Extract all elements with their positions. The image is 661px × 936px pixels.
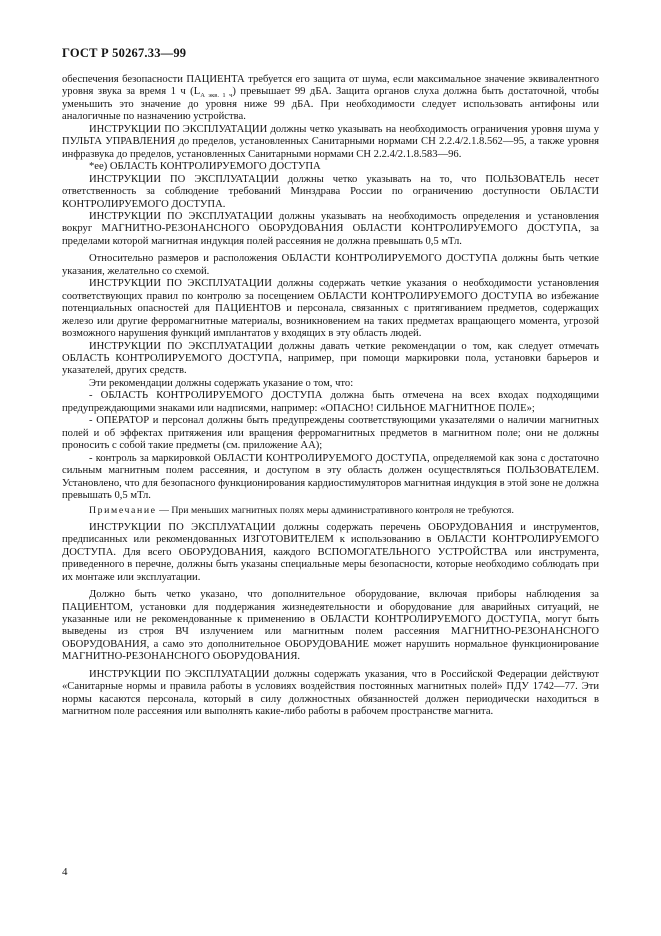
paragraph-area-marking: ИНСТРУКЦИИ ПО ЭКСПЛУАТАЦИИ должны давать четкие рекомендации о том, как следует отмечать ОБЛАСТЬ КОНТРОЛИРУЕМОГО ДОСТУПА, например, при помощи маркировки пола, установки барьеров и указателей, других средств.	[62, 340, 599, 377]
subscript-equivalent-level: А экв. 1 ч	[200, 92, 233, 100]
paragraph-noise-limits: ИНСТРУКЦИИ ПО ЭКСПЛУАТАЦИИ должны четко указывать на необходимость ограничения уровня шума у ПУЛЬТА УПРАВЛЕНИЯ до пределов, установленных Санитарными нормами СН 2.2.4/2.1.8.562—95, а также уровня инфразвука до пределов, установленных Санитарными нормами СН 2.2.4/2.1.8.583—96.	[62, 123, 599, 160]
list-item-warning-signs: - ОБЛАСТЬ КОНТРОЛИРУЕМОГО ДОСТУПА должна быть отмечена на всех входах подходящими предупреждающими знаками или надписями, например: «ОПАСНО! СИЛЬНОЕ МАГНИТНОЕ ПОЛЕ»;	[62, 390, 599, 414]
paragraph-equipment-list: ИНСТРУКЦИИ ПО ЭКСПЛУАТАЦИИ должны содержать перечень ОБОРУДОВАНИЯ и инструментов, предписанных или рекомендованных ИЗГОТОВИТЕЛЕМ к использованию в ОБЛАСТИ КОНТРОЛИРУЕМОГО ДОСТУПА. Для всего ОБОРУДОВАНИЯ, каждого ВСПОМОГАТЕЛЬНОГО УСТРОЙСТВА или инструмента, приведенного в перечне, должны быть указаны специальные меры безопасности, которые необходимо соблюдать при их монтаже или эксплуатации.	[62, 521, 599, 583]
paragraph-sanitary-norms: ИНСТРУКЦИИ ПО ЭКСПЛУАТАЦИИ должны содержать указания, что в Российской Федерации действуют «Санитарные нормы и правила работы в условиях воздействия постоянных магнитных полей» ПДУ 1742—77. Эти нормы касаются персонала, который в силу должностных обязанностей должен периодически находиться в магнитном поле рассеяния или выполнять какие-либо работы в рабочем пространстве магнита.	[62, 668, 599, 718]
paragraph-visit-control: ИНСТРУКЦИИ ПО ЭКСПЛУАТАЦИИ должны содержать четкие указания о необходимости установления соответствующих правил по контролю за посещением ОБЛАСТИ КОНТРОЛИРУЕМОГО ДОСТУПА во избежание потенциальных опасностей для ПАЦИЕНТОВ и персонала, связанных с притягиванием предметов, содержащих железо или другие ферромагнитные материалы, возникновением на таких предметах вращающего момента, угрозой возможного нарушения функций имплантатов у входящих в эту область людей.	[62, 278, 599, 340]
page-number: 4	[62, 866, 68, 878]
section-heading-controlled-access: *ее) ОБЛАСТЬ КОНТРОЛИРУЕМОГО ДОСТУПА	[89, 161, 321, 173]
paragraph-recommendations-intro: Эти рекомендации должны содержать указание о том, что:	[89, 377, 354, 389]
paragraph-user-responsibility: ИНСТРУКЦИИ ПО ЭКСПЛУАТАЦИИ должны четко указывать на то, что ПОЛЬЗОВАТЕЛЬ несет ответственность за соблюдение требований Минздрава России по ограничению доступности ОБЛАСТИ КОНТРОЛИРУЕМОГО ДОСТУПА.	[62, 173, 599, 210]
standard-header: ГОСТ Р 50267.33—99	[62, 46, 187, 60]
paragraph-noise-protection: обеспечения безопасности ПАЦИЕНТА требуется его защита от шума, если максимальное значение эквивалентного уровня звука за время 1 ч $(L_{А экв. 1 ч})$ превышает 99 дБА. Защита органов слуха должна быть достаточной, чтобы уменьшить это значение до уровня ниже 99 дБА. При необходимости следует использовать антифоны или аналогичные по назначению устройства.	[62, 74, 600, 123]
note	[62, 505, 599, 517]
paragraph-area-definition: ИНСТРУКЦИИ ПО ЭКСПЛУАТАЦИИ должны указывать на необходимость определения и установления вокруг МАГНИТНО-РЕЗОНАНСНОГО ОБОРУДОВАНИЯ ОБЛАСТИ КОНТРОЛИРУЕМОГО ДОСТУПА, за пределами которой магнитная индукция полей рассеяния не должна превышать 0,5 мТл.	[62, 210, 599, 247]
note-text: — При меньших магнитных полях меры административного контроля не требуются.	[156, 505, 514, 517]
paragraph-area-size: Относительно размеров и расположения ОБЛАСТИ КОНТРОЛИРУЕМОГО ДОСТУПА должны быть четкие указания, желательно со схемой.	[62, 253, 599, 277]
document-body	[62, 74, 599, 719]
list-item-operator-warning: - ОПЕРАТОР и персонал должны быть предупреждены соответствующими указателями о наличии магнитных полей и об эффектах притяжения или вращения ферромагнитных предметов в магнитном поле; они не должны проносить с собой такие предметы (см. приложение АА);	[62, 415, 599, 452]
paragraph-additional-equipment: Должно быть четко указано, что дополнительное оборудование, включая приборы наблюдения за ПАЦИЕНТОМ, установки для поддержания жизнедеятельности и оборудование для аварийных ситуаций, не указанные или не рекомендованные к применению в ОБЛАСТИ КОНТРОЛИРУЕМОГО ДОСТУПА, могут быть выведены из строя ВЧ излучением или магнитным полем рассеяния МАГНИТНО-РЕЗОНАНСНОГО ОБОРУДОВАНИЯ, а само это дополнительное ОБОРУДОВАНИЕ может нарушить нормальное функционирование МАГНИТНО-РЕЗОНАНСНОГО ОБОРУДОВАНИЯ.	[62, 589, 599, 663]
list-item-user-control: - контроль за маркировкой ОБЛАСТИ КОНТРОЛИРУЕМОГО ДОСТУПА, определяемой как зона с достаточно сильным магнитным полем рассеяния, и доступом в эту область должен осуществляться ПОЛЬЗОВАТЕЛЕМ. Установлено, что для безопасного функционирования кардиостимуляторов магнитная индукция в этой зоне не должна превышать 0,5 мТл.	[62, 452, 599, 501]
note-label: Примечание	[89, 505, 157, 517]
